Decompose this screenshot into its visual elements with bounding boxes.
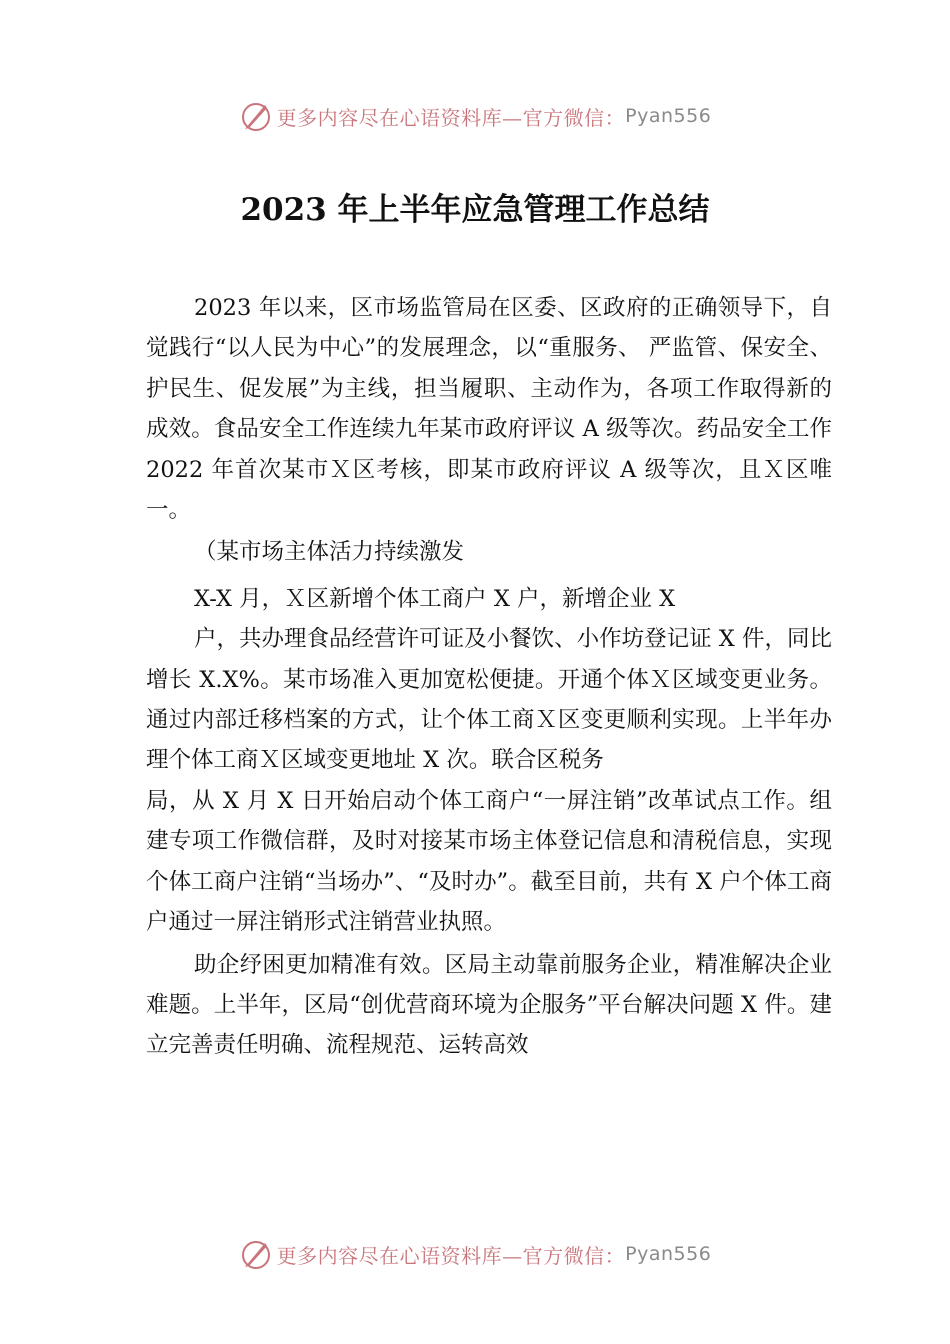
section-heading: （某市场主体活力持续激发 xyxy=(194,539,465,566)
watermark-footer xyxy=(0,1234,950,1274)
paragraph-enterprise-support: 助企纾困更加精准有效。区局主动靠前服务企业，精准解决企业难题。上半年，区局“创优营商环境为企服务”平台解决问题 X 件。建立完善责任明确、流程规范、运转高效 xyxy=(146,951,832,1059)
watermark-header xyxy=(0,96,950,136)
paragraph-one-screen-cancel: 局，从 X 月 X 日开始启动个体工商户“一屏注销”改革试点工作。组建专项工作微信群，及时对接某市场主体登记信息和清税信息，实现个体工商户注销“当场办”、“及时办”。截至目前，共有 X 户个体工商户通过一屏注销形式注销营业执照。 xyxy=(146,787,832,936)
watermark-text: 更多内容尽在心语资料库—官方微信： xyxy=(276,105,626,130)
watermark-wechat-id: Pyan556 xyxy=(625,105,712,127)
watermark-wechat-id: Pyan556 xyxy=(625,1243,712,1265)
quill-logo-icon xyxy=(239,99,273,133)
document-body xyxy=(146,288,832,1066)
paragraph-intro: 2023 年以来，区市场监管局在区委、区政府的正确领导下，自觉践行“以人民为中心”的发展理念，以“重服务、 严监管、保安全、护民生、促发展”为主线，担当履职、主动作为，各项工作取得新的成效。食品安全工作连续九年某市政府评议 A 级等次。药品安全工作 2022 年首次某市Ｘ区考核，即某市政府评议 A 级等次，且Ｘ区唯一。 xyxy=(146,295,832,524)
paragraph-market-access: 户，共办理食品经营许可证及小餐饮、小作坊登记证 X 件，同比增长 X.X%。某市场准入更加宽松便捷。开通个体Ｘ区域变更业务。通过内部迁移档案的方式，让个体工商Ｘ区变更顺利实现。上半年办理个体工商Ｘ区域变更地址 X 次。联合区税务 xyxy=(146,626,832,774)
document-title: 2023 年上半年应急管理工作总结 xyxy=(240,192,710,228)
watermark-text: 更多内容尽在心语资料库—官方微信： xyxy=(276,1243,626,1268)
paragraph-line: X-X 月，Ｘ区新增个体工商户 X 户，新增企业 X xyxy=(194,585,676,612)
quill-logo-icon xyxy=(239,1237,273,1271)
